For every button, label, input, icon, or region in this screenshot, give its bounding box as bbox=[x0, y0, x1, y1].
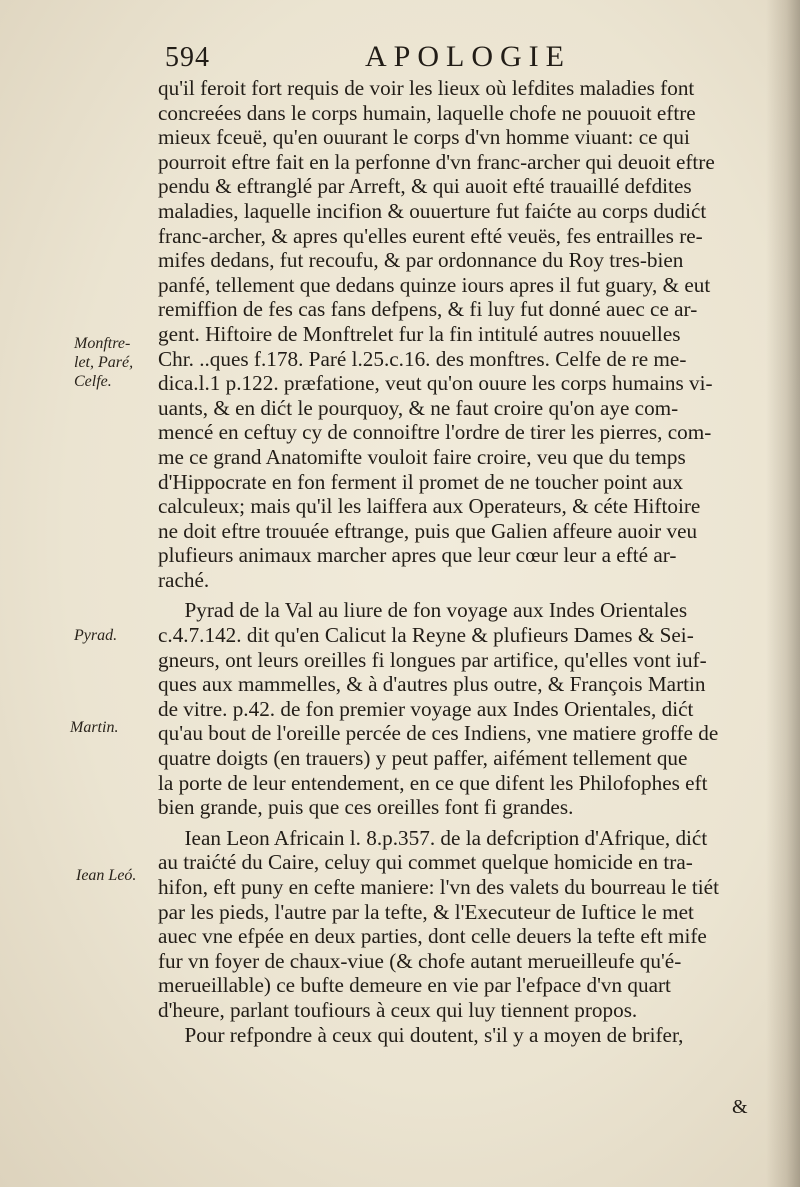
text-line: maladies, laquelle incifion & ouuerture fut faićte au corps dudićt bbox=[158, 198, 707, 223]
text-line: me ce grand Anatomifte vouloit faire croire, veu que du temps bbox=[158, 444, 686, 469]
text-line: uants, & en dićt le pourquoy, & ne faut croire qu'on aye com- bbox=[158, 395, 679, 420]
text-line: dica.l.1 p.122. præfatione, veut qu'on ouure les corps humains vi- bbox=[158, 371, 713, 396]
body-text bbox=[158, 76, 758, 1047]
text-line: la porte de leur entendement, en ce que difent les Philofophes eft bbox=[158, 770, 708, 795]
text-line: Chr. ..ques f.178. Paré l.25.c.16. des monftres. Celfe de re me- bbox=[158, 346, 687, 371]
margin-note-martin bbox=[70, 718, 118, 737]
text-line: gent. Hiftoire de Monftrelet fur la fin intitulé autres nouuelles bbox=[158, 321, 681, 346]
text-line: qu'au bout de l'oreille percée de ces Indiens, vne matiere groffe de bbox=[158, 721, 719, 746]
text-line: concreées dans le corps humain, laquelle chofe ne pouuoit eftre bbox=[158, 100, 696, 125]
text-line: pendu & eftranglé par Arreft, & qui auoit efté trauaillé defdites bbox=[158, 174, 692, 199]
text-line: d'Hippocrate en fon ferment il promet de ne toucher point aux bbox=[158, 469, 684, 494]
margin-note-jean-leon bbox=[76, 866, 136, 885]
text-line: Pyrad de la Val au liure de fon voyage aux Indes Orientales bbox=[158, 598, 688, 623]
margin-note-line: Pyrad. bbox=[74, 627, 118, 644]
page-gutter-shadow bbox=[766, 0, 800, 1187]
text-line: Iean Leon Africain l. 8.p.357. de la defcription d'Afrique, dićt bbox=[158, 825, 708, 850]
text-line: plufieurs animaux marcher apres que leur cœur leur a efté ar- bbox=[158, 543, 677, 568]
text-line: c.4.7.142. dit qu'en Calicut la Reyne & plufieurs Dames & Sei- bbox=[158, 623, 694, 648]
text-line: qu'il feroit fort requis de voir les lieux où lefdites maladies font bbox=[158, 76, 695, 100]
text-line: hifon, eft puny en cefte maniere: l'vn des valets du bourreau le tiét bbox=[158, 875, 719, 899]
text-line: mifes dedans, fut recoufu, & par ordonnance du Roy tres-bien bbox=[158, 248, 684, 273]
text-line: bien grande, puis que ces oreilles font fi grandes. bbox=[158, 795, 574, 820]
text-line: pourroit eftre fait en la perfonne d'vn franc-archer qui deuoit eftre bbox=[158, 149, 715, 174]
text-line: raché. bbox=[158, 567, 210, 592]
text-line: calculeux; mais qu'il les laifferа aux Operateurs, & céte Hiftoire bbox=[158, 494, 701, 519]
text-line: mencé en ceftuy cy de connoiftre l'ordre de tirer les pierres, com- bbox=[158, 420, 712, 445]
text-line: merueillable) ce bufte demeure en vie par l'efpace d'vn quart bbox=[158, 973, 671, 998]
margin-note-line: Martin. bbox=[70, 719, 119, 736]
text-line: franc-archer, & apres qu'elles eurent efté veuës, fes entrailles re- bbox=[158, 223, 703, 248]
text-line: fur vn foyer de chaux-viue (& chofe autant merueilleufe qu'é- bbox=[158, 948, 682, 973]
text-line: remiffion de fes cas fans defpens, & fi luy fut donné auec ce ar- bbox=[158, 297, 698, 322]
margin-note-line: Monftre- bbox=[74, 335, 131, 352]
text-line: de vitre. p.42. de fon premier voyage aux Indes Orientales, dićt bbox=[158, 696, 694, 721]
page-number: 594 bbox=[165, 42, 210, 73]
margin-note-pyrad bbox=[74, 626, 117, 645]
text-line: ne doit eftre trouuée eftrange, puis que Galien affeure auoir veu bbox=[158, 518, 698, 543]
text-line: panfé, tellement que dedans quinze iours apres il fut guary, & eut bbox=[158, 272, 711, 297]
text-line: quatre doigts (en trauers) y peut paffer, aifément tellement que bbox=[158, 746, 688, 771]
page-header bbox=[165, 40, 765, 80]
text-line: au traićté du Caire, celuy qui commet quelque homicide en tra- bbox=[158, 850, 693, 875]
margin-note-line: Celfe. bbox=[74, 373, 112, 390]
text-line: mieux fceuë, qu'en ouurant le corps d'vn homme viuant: ce qui bbox=[158, 125, 690, 150]
margin-note-monstrelet bbox=[74, 334, 133, 391]
text-line: par les pieds, l'autre par la tefte, & l'Executeur de Iuftice le met bbox=[158, 899, 694, 924]
text-line: d'heure, parlant toufiours à ceux qui luy tiennent propos. bbox=[158, 997, 638, 1022]
text-line: Pour refpondre à ceux qui doutent, s'il y a moyen de brifer, bbox=[158, 1022, 684, 1047]
text-line: auec vne efpée en deux parties, dont celle deuers la tefte eft mife bbox=[158, 924, 707, 949]
catchword: & bbox=[732, 1096, 748, 1118]
text-line: ques aux mammelles, & à d'autres plus outre, & François Martin bbox=[158, 672, 706, 697]
margin-note-line: Iean Leó. bbox=[76, 867, 137, 884]
margin-note-line: let, Paré, bbox=[74, 354, 134, 371]
running-head: APOLOGIE bbox=[365, 40, 571, 73]
text-line: gneurs, ont leurs oreilles fi longues par artifice, qu'elles vont iuf- bbox=[158, 647, 707, 672]
